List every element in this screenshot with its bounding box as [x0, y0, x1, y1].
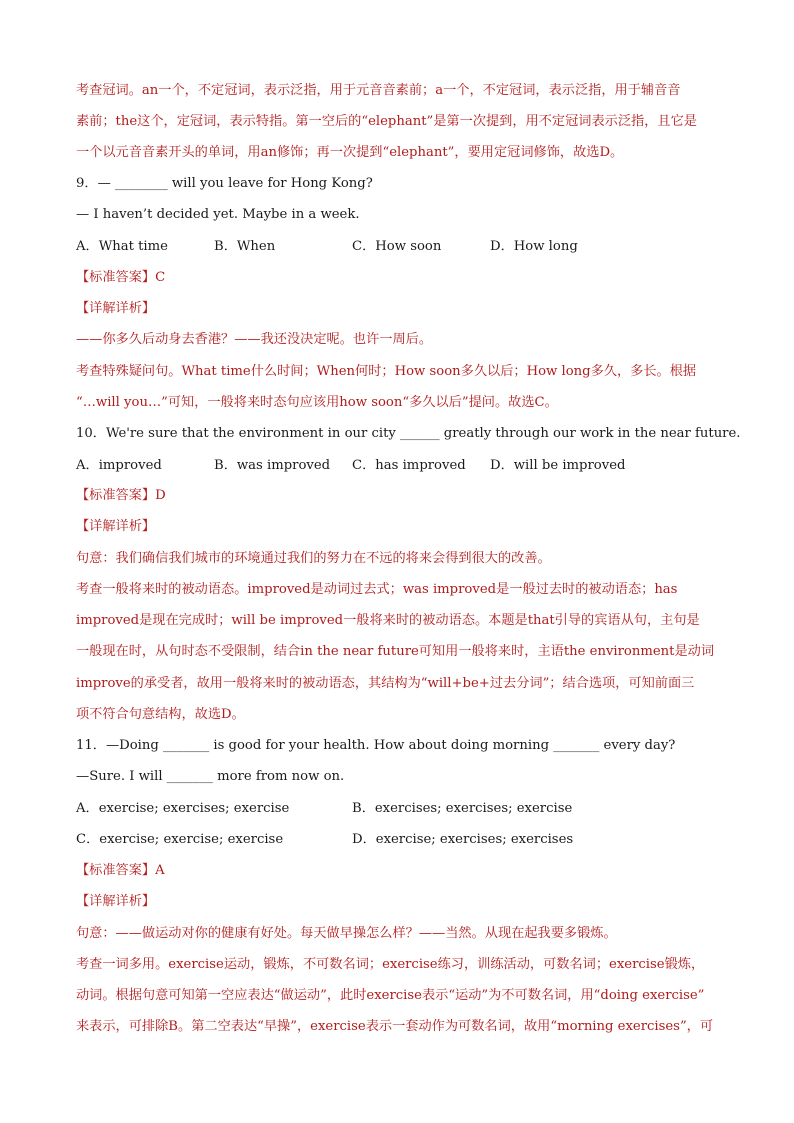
- q10-translation: 句意：我们确信我们城市的环境通过我们的努力在不远的将来会得到很大的改善。: [76, 551, 551, 566]
- q9-option-a: A．What time: [76, 239, 168, 254]
- q10-option-a: A．improved: [76, 458, 162, 473]
- q11-explanation-line-1: 考查一词多用。exercise运动，锻炼，不可数名词；exercise练习，训练活动，可数名词；exercise锻炼，: [76, 957, 705, 972]
- q10-explanation-line-1: 考查一般将来时的被动语态。improved是动词过去式；was improved是一般过去时的被动语态；has: [76, 582, 678, 597]
- q8-analysis-line-3: 一个以元音音素开头的单词，用an修饰；再一次提到“elephant”，要用定冠词修饰，故选D。: [76, 145, 624, 160]
- q11-explanation-line-3: 来表示，可排除B。第二空表达“早操”，exercise表示一套动作为可数名词，故用“morning exercises”，可: [76, 1019, 714, 1034]
- q9-translation: ——你多久后动身去香港？——我还没决定呢。也许一周后。: [76, 332, 433, 347]
- q11-option-a: A．exercise; exercises; exercise: [76, 801, 290, 816]
- q10-option-d: D．will be improved: [490, 458, 626, 473]
- q11-translation: 句意：——做运动对你的健康有好处。每天做早操怎么样？——当然。从现在起我要多锻炼。: [76, 926, 617, 941]
- q11-stem-line-1: 11．—Doing _______ is good for your health. How about doing morning _______ every day?: [76, 738, 676, 753]
- q10-option-c: C．has improved: [352, 458, 466, 473]
- q11-option-c: C．exercise; exercise; exercise: [76, 832, 284, 847]
- q10-explanation-line-4: improve的承受者，故用一般将来时的被动语态，其结构为“will+be+过去分词”；结合选项，可知前面三: [76, 676, 695, 691]
- q10-explanation-line-5: 项不符合句意结构，故选D。: [76, 707, 245, 722]
- q9-explanation-line-1: 考查特殊疑问句。What time什么时间；When何时；How soon多久以后；How long多久，多长。根据: [76, 364, 697, 379]
- q9-stem-line-1: 9．— ________ will you leave for Hong Kong?: [76, 176, 373, 191]
- q10-explanation-line-3: 一般现在时，从句时态不受限制，结合in the near future可知用一般将来时，主语the environment是动词: [76, 644, 715, 659]
- q10-analysis-heading: 【详解详析】: [76, 519, 156, 534]
- q10-option-b: B．was improved: [214, 458, 331, 473]
- q11-stem-line-2: —Sure. I will _______ more from now on.: [76, 769, 345, 784]
- q11-explanation-line-2: 动词。根据句意可知第一空应表达“做运动”，此时exercise表示“运动”为不可数名词，用“doing exercise”: [76, 988, 705, 1003]
- q10-stem: 10．We're sure that the environment in our city ______ greatly through our work in the near future.: [76, 426, 741, 441]
- q10-answer: 【标准答案】D: [76, 488, 166, 503]
- q9-option-c: C．How soon: [352, 239, 442, 254]
- q11-analysis-heading: 【详解详析】: [76, 894, 156, 909]
- q9-answer: 【标准答案】C: [76, 270, 166, 285]
- q9-analysis-heading: 【详解详析】: [76, 301, 156, 316]
- q11-answer: 【标准答案】A: [76, 863, 165, 878]
- q8-analysis-line-1: 考查冠词。an一个，不定冠词，表示泛指，用于元音音素前；a一个，不定冠词，表示泛指，用于辅音音: [76, 83, 681, 98]
- q9-option-b: B．When: [214, 239, 276, 254]
- q10-explanation-line-2: improved是现在完成时；will be improved一般将来时的被动语态。本题是that引导的宾语从句，主句是: [76, 613, 700, 628]
- q9-stem-line-2: — I haven’t decided yet. Maybe in a week.: [76, 207, 360, 222]
- q11-option-b: B．exercises; exercises; exercise: [352, 801, 573, 816]
- q8-analysis-line-2: 素前；the这个，定冠词，表示特指。第一空后的“elephant”是第一次提到，用不定冠词表示泛指，且它是: [76, 114, 697, 129]
- q9-explanation-line-2: “…will you…”可知，一般将来时态句应该用how soon“多久以后”提问。故选C。: [76, 395, 558, 410]
- q11-option-d: D．exercise; exercises; exercises: [352, 832, 574, 847]
- q9-option-d: D．How long: [490, 239, 578, 254]
